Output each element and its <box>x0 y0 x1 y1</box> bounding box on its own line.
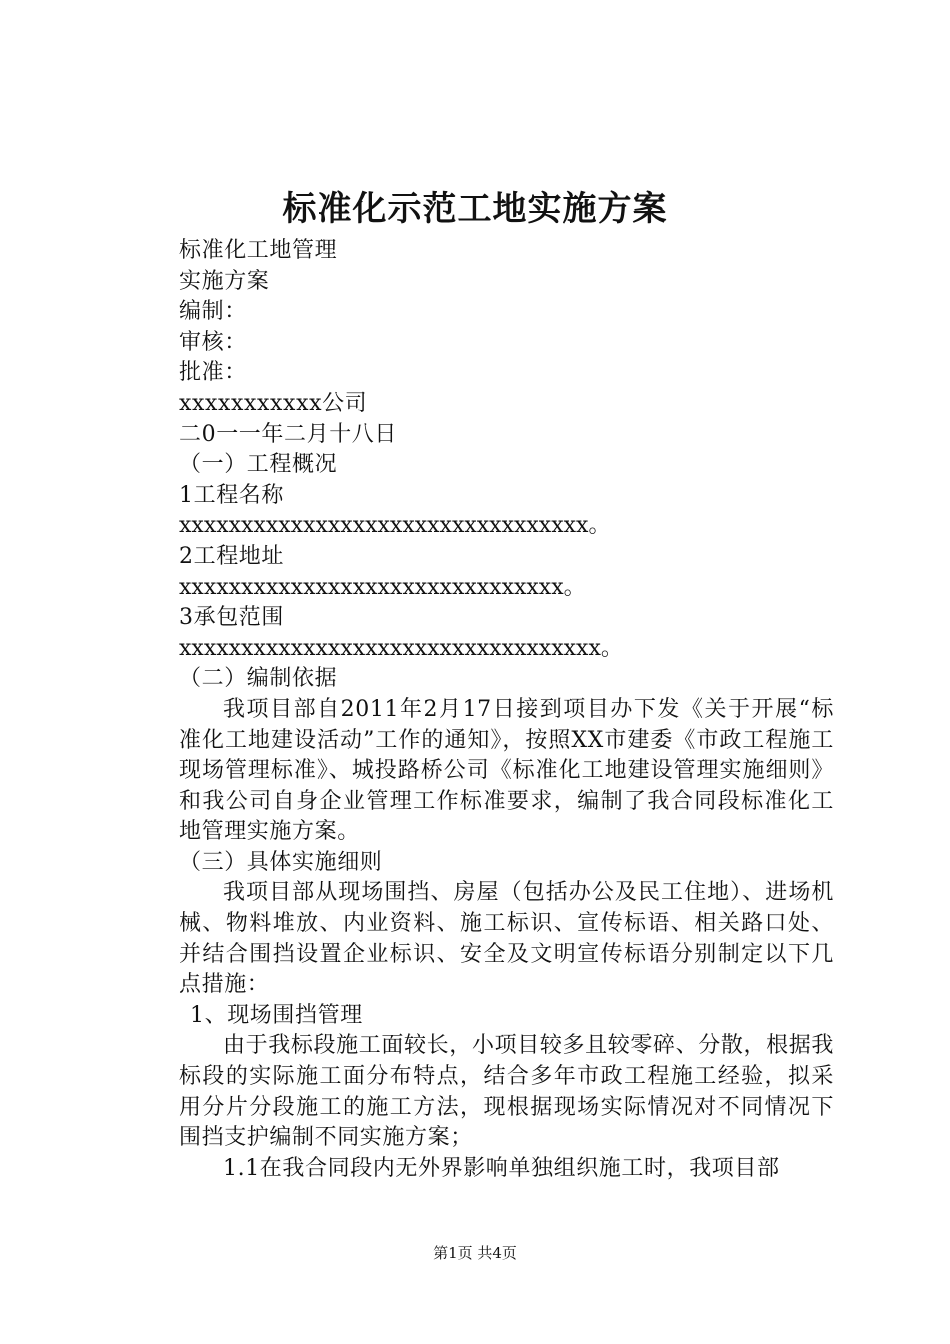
section-heading-overview: （一）工程概况 <box>179 452 338 478</box>
paragraph-fencing-1-1: 1.1在我合同段内无外界影响单独组织施工时，我项目部 <box>223 1155 780 1181</box>
cover-line-plan: 实施方案 <box>179 268 270 294</box>
item-project-name-label: 1工程名称 <box>179 482 284 508</box>
section-heading-details: （三）具体实施细则 <box>179 849 383 875</box>
cover-line-company: xxxxxxxxxxx公司 <box>179 390 368 416</box>
item-contract-scope-label: 3承包范围 <box>179 605 284 631</box>
cover-line-date: 二0一一年二月十八日 <box>179 421 397 447</box>
document-title: 标准化示范工地实施方案 <box>282 189 668 229</box>
item-project-address-label: 2工程地址 <box>179 543 284 569</box>
cover-line-subtitle: 标准化工地管理 <box>179 238 338 263</box>
section-heading-basis: （二）编制依据 <box>179 666 338 692</box>
document-body <box>179 236 834 1184</box>
item-project-address-value: xxxxxxxxxxxxxxxxxxxxxxxxxxxxxxx。 <box>179 574 586 600</box>
item-project-name-value: xxxxxxxxxxxxxxxxxxxxxxxxxxxxxxxxx。 <box>179 513 611 539</box>
paragraph-fencing: 由于我标段施工面较长，小项目较多且较零碎、分散，根据我标段的实际施工面分布特点，结合多年市政工程施工经验，拟采用分片分段施工的施工方法，现根据现场实际情况对不同情况下围挡支护编制不同实施方案； <box>179 1033 834 1151</box>
cover-line-compiled: 编制： <box>179 299 247 325</box>
page-footer: 第1页 共4页 <box>433 1244 517 1262</box>
item-contract-scope-value: xxxxxxxxxxxxxxxxxxxxxxxxxxxxxxxxxx。 <box>179 635 623 661</box>
paragraph-details: 我项目部从现场围挡、房屋（包括办公及民工住地）、进场机械、物料堆放、内业资料、施工标识、宣传标语、相关路口处、并结合围挡设置企业标识、安全及文明宣传标语分别制定以下几点措施： <box>179 880 834 998</box>
cover-line-approved: 批准： <box>179 360 247 386</box>
cover-line-reviewed: 审核： <box>179 329 247 355</box>
paragraph-basis: 我项目部自2011年2月17日接到项目办下发《关于开展“标准化工地建设活动”工作的通知》，按照XX市建委《市政工程施工现场管理标准》、城投路桥公司《标准化工地建设管理实施细则》和我公司自身企业管理工作标准要求，编制了我合同段标准化工地管理实施方案。 <box>179 696 834 845</box>
subsection-heading-fencing: 1、现场围挡管理 <box>190 1002 363 1028</box>
